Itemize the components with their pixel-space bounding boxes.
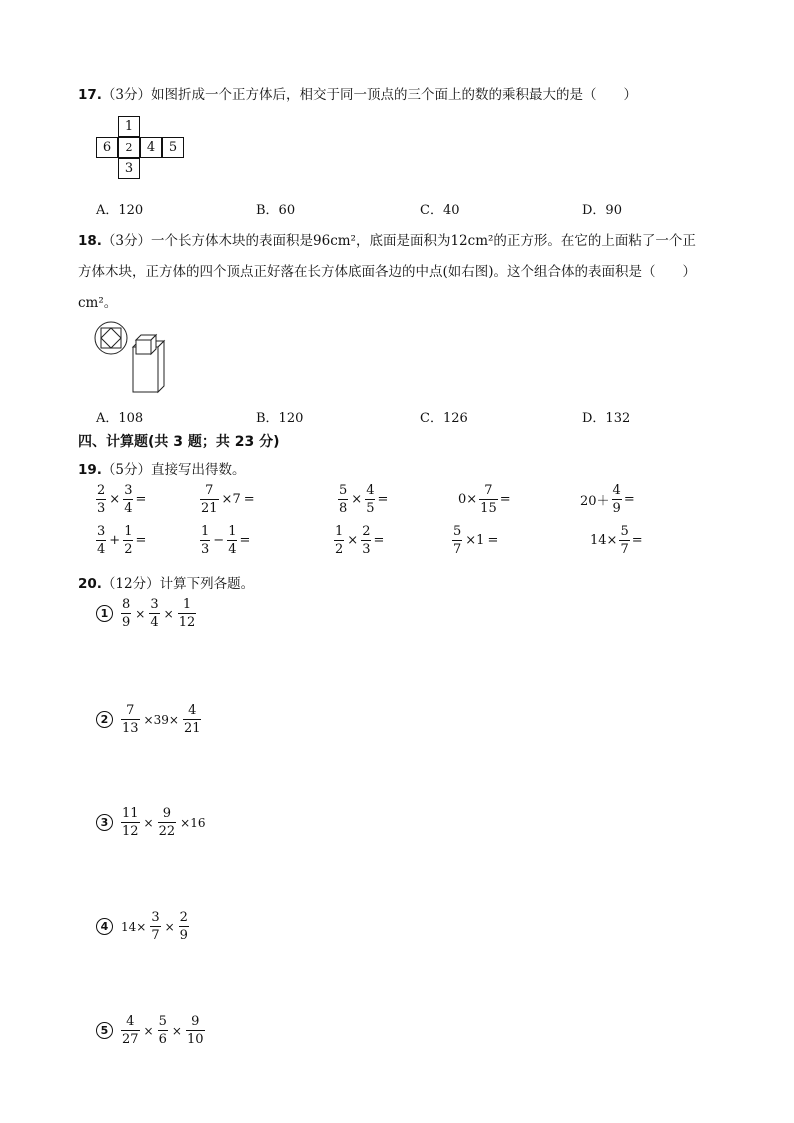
operator: ×39× [143,712,179,727]
question-score: （12分） [101,576,160,592]
operator: ×16 [180,815,206,830]
fraction: $\frac{3}{7}$ [151,910,160,943]
question-number: 19. [78,462,102,478]
net-face: 1 [118,116,140,137]
oral-item-4: 0× $\frac{7}{15}$ = [458,483,511,516]
fraction: $\frac{7}{13}$ [122,703,139,736]
operator: × [143,1023,154,1038]
section-title: 四、计算题(共 3 题；共 23 分) [78,434,280,450]
calc-item-2 [96,704,201,735]
question-number: 20. [78,576,102,592]
oral-item-8: $\frac{1}{2}$ × $\frac{2}{3}$ = [335,524,385,557]
fraction: $\frac{8}{9}$ [122,597,131,630]
question-number: 17. [78,87,102,103]
oral-item-10: 14× $\frac{5}{7}$ = [590,524,643,557]
fraction: $\frac{3}{4}$ [150,597,159,630]
option-a[interactable]: A．120 [96,203,144,218]
net-face: 4 [140,137,162,158]
calc-item-4 [96,911,189,942]
net-face: 3 [118,158,140,179]
net-face: 5 [162,137,184,158]
option-d[interactable]: D．90 [582,203,622,218]
oral-item-7: $\frac{1}{3}$ − $\frac{1}{4}$ = [201,524,251,557]
oral-item-6: $\frac{3}{4}$ + $\frac{1}{2}$ = [97,524,147,557]
question-20 [78,572,254,592]
calc-item-5 [96,1015,205,1046]
question-text: 一个长方体木块的表面积是96cm²，底面是面积为12cm²的正方形。在它的上面粘了一个正 [151,233,696,249]
oral-item-3: $\frac{5}{8}$ × $\frac{4}{5}$ = [339,483,389,516]
question-number: 18. [78,233,102,249]
item-number-mark: 3 [96,814,113,831]
option-c[interactable]: C．126 [420,411,468,426]
option-c[interactable]: C．40 [420,203,460,218]
operator: × [135,606,146,621]
fraction: $\frac{4}{27}$ [122,1014,139,1047]
block-figure [94,320,174,396]
question-18-line1 [78,229,696,249]
fraction: $\frac{9}{22}$ [158,806,176,839]
item-number-mark: 2 [96,711,113,728]
fraction: $\frac{9}{10}$ [186,1014,204,1047]
oral-item-1: $\frac{2}{3}$ × $\frac{3}{4}$ = [97,483,147,516]
operator: × [143,815,154,830]
operator: × [164,919,175,934]
question-19 [78,458,246,478]
operator: 14× [121,919,147,934]
option-b[interactable]: B．60 [256,203,296,218]
question-18-line3: cm²。 [78,295,118,311]
operator: × [171,1023,182,1038]
question-17 [78,83,637,103]
item-number-mark: 1 [96,605,113,622]
option-d[interactable]: D．132 [582,411,631,426]
fraction: $\frac{5}{6}$ [158,1014,167,1047]
item-number-mark: 5 [96,1022,113,1039]
fraction: $\frac{2}{9}$ [179,910,188,943]
fraction: $\frac{4}{21}$ [183,703,201,736]
oral-item-2: $\frac{7}{21}$ ×7 = [201,483,255,516]
question-18-line2: 方体木块，正方体的四个顶点正好落在长方体底面各边的中点(如右图)。这个组合体的表面积是（ ） [78,264,697,280]
calc-item-1 [96,598,196,629]
option-b[interactable]: B．120 [256,411,304,426]
operator: × [163,606,174,621]
question-text: 直接写出得数。 [151,462,246,478]
item-number-mark: 4 [96,918,113,935]
oral-item-9: $\frac{5}{7}$ ×1 = [453,524,499,557]
question-text: 如图折成一个正方体后，相交于同一顶点的三个面上的数的乘积最大的是（ ） [151,87,638,103]
calc-item-3 [96,807,205,838]
question-score: （5分） [101,462,152,478]
question-text: 计算下列各题。 [159,576,255,592]
oral-item-5: 20＋ $\frac{4}{9}$ = [580,483,635,516]
option-a[interactable]: A．108 [96,411,144,426]
question-score: （3分） [101,233,152,249]
net-face: 6 [96,137,118,158]
fraction: $\frac{1}{12}$ [178,597,196,630]
net-face: 2 [118,137,140,158]
fraction: $\frac{11}{12}$ [122,806,139,839]
cube-net-figure [96,116,186,182]
question-score: （3分） [101,87,152,103]
